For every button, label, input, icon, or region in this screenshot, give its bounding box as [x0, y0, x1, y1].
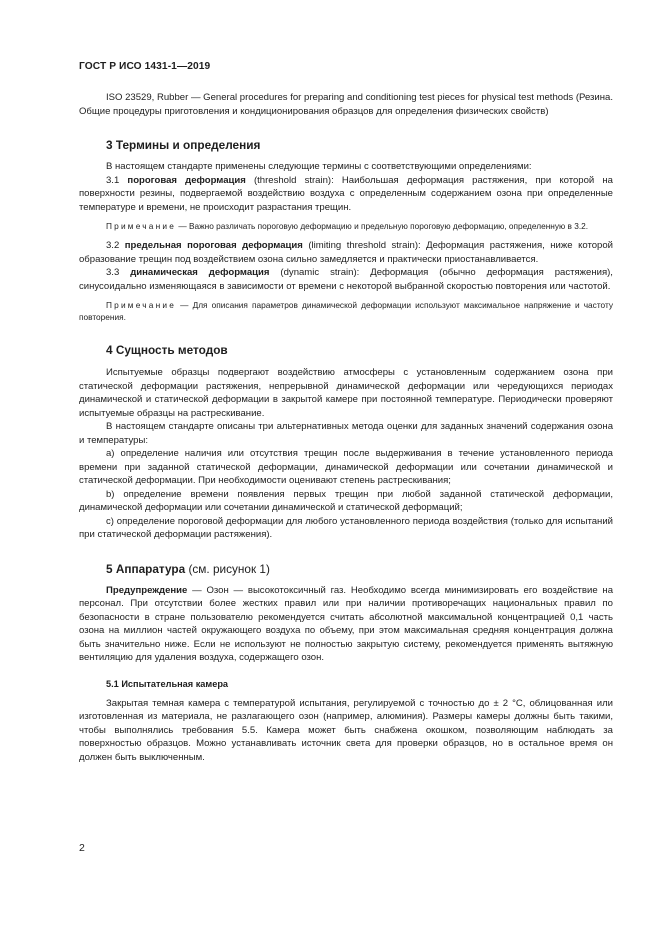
section-4-paragraph-2: В настоящем стандарте описаны три альтернативных метода оценки для заданных значений содержания озона и температуры:	[79, 421, 613, 446]
term-definition: (limiting threshold strain): Деформация растяжения, ниже которой образование трещин под воздействием озона сильно замедляется и практически приостанавливается.	[79, 240, 613, 265]
term-3-3	[79, 266, 613, 293]
section-5-title-suffix: (см. рисунок 1)	[185, 561, 270, 576]
term-number: 3.3	[106, 267, 131, 278]
reference-paragraph: ISO 23529, Rubber — General procedures for preparing and conditioning test pieces for physical test methods (Резина. Общие процедуры приготовления и кондиционирования образцов для определения физических свойств)	[79, 92, 613, 117]
page-number: 2	[79, 842, 85, 854]
note-text: — Важно различать пороговую деформацию и предельную пороговую деформацию, определенную в 3.2.	[176, 221, 589, 231]
term-number: 3.1	[106, 174, 128, 186]
note-label: Примечание	[106, 221, 177, 231]
section-5-heading	[79, 562, 613, 576]
note-label: Примечание	[106, 300, 177, 310]
page-content	[79, 91, 613, 764]
list-item-b: b) определение времени появления первых трещин при любой заданной статической деформации, динамической деформации или сочетании динамической и статической деформаций;	[79, 488, 613, 513]
document-header: ГОСТ Р ИСО 1431-1—2019	[79, 61, 211, 72]
subsection-5-1-text: Закрытая темная камера с температурой испытания, регулируемой с точностью до ± 2 °С, облицованная или изготовленная из материала, не разлагающего озон (например, алюминия). Размеры камеры должны быть такими, чтобы выполнялись требования 5.5. Камера может быть снабжена окошком, позволяющим наблюдать за поверхностью образцов. Можно устанавливать источник света для проверки образцов, но в остальное время он должен быть выключенным.	[79, 697, 613, 763]
term-definition: (dynamic strain): Деформация (обычно деформация растяжения), синусоидально изменяющаяся в зависимости от времени с некоторой выбранной скоростью повторения или частотой.	[79, 267, 613, 292]
term-definition: (threshold strain): Наибольшая деформация растяжения, при которой на поверхности резины, подвергаемой воздействию воздуха с определенным содержанием озона при определенные температуре и времени, не происходит разрастания трещин.	[79, 174, 613, 213]
term-3-1	[79, 174, 613, 215]
list-item-c: c) определение пороговой деформации для любого установленного периода воздействия (только для испытаний при статической деформации растяжения).	[79, 515, 613, 540]
term-name: предельная пороговая деформация	[124, 240, 303, 251]
note-2	[79, 299, 613, 323]
note-text: — Для описания параметров динамической деформации используют максимальное напряжение и частоту повторения.	[79, 300, 613, 322]
section-5-title: 5 Аппаратура	[106, 561, 186, 576]
subsection-5-1-heading: 5.1 Испытательная камера	[106, 678, 229, 689]
term-name: динамическая деформация	[130, 267, 270, 278]
term-number: 3.2	[106, 240, 125, 251]
section-3-intro: В настоящем стандарте применены следующие термины с соответствующими определениями:	[106, 161, 532, 172]
list-item-a: a) определение наличия или отсутствия трещин после выдерживания в течение установленного периода времени при заданной статической деформации, динамической деформации или сочетании динамической и статической деформации. При необходимости оценивают степень растрескивания;	[79, 448, 613, 486]
note-1	[79, 220, 613, 232]
warning-paragraph	[79, 584, 613, 665]
section-4-paragraph-1: Испытуемые образцы подвергают воздействию атмосферы с установленным содержанием озона при статической деформации растяжения, непрерывной динамической деформации или чередующихся периодах динамической и статической деформации в закрытой камере при постоянной температуре. Периодически проверяют испытуемые образцы на растрескивание.	[79, 367, 613, 419]
warning-text: — Озон — высокотоксичный газ. Необходимо всегда минимизировать его воздействие на персонал. При отсутствии более жестких правил или при наличии противоречащих национальных правил по безопасности в стране пользователю рекомендуется считать абсолютной максимальной концентрацией 0,1 часть озона на миллион частей окружающего воздуха по объему, при этом максимальная средняя концентрация должна быть значительно ниже. Если не используют не полностью закрытую систему, рекомендуется применять вытяжную вентиляцию для удаления воздуха, содержащего озон.	[79, 584, 613, 663]
term-name: пороговая деформация	[127, 174, 246, 186]
warning-label: Предупреждение	[106, 584, 188, 596]
section-4-heading: 4 Сущность методов	[106, 343, 228, 357]
section-3-heading: 3 Термины и определения	[106, 138, 261, 152]
term-3-2	[79, 239, 613, 266]
